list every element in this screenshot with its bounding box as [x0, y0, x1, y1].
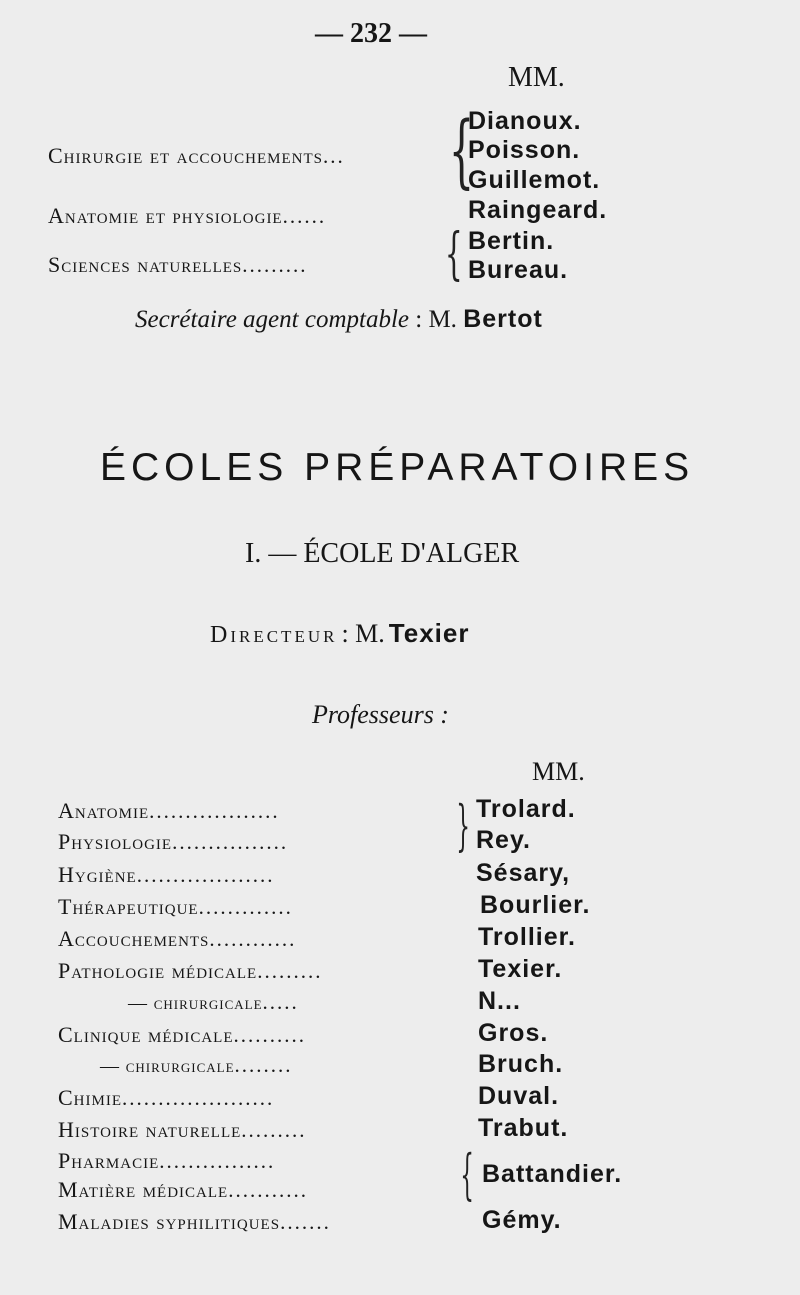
professor-name: Dianoux.: [468, 107, 582, 135]
subject-label: Maladies syphilitiques.......: [58, 1209, 331, 1234]
professor-name: Texier.: [478, 955, 563, 983]
director-line: Directeur : M. Texier: [210, 618, 470, 648]
subject-label: — chirurgicale........: [100, 1053, 293, 1077]
professor-name: Gros.: [478, 1019, 549, 1047]
subject-label: Pathologie médicale.........: [58, 958, 323, 983]
professor-name: Duval.: [478, 1082, 560, 1110]
subject-label: Chirurgie et accouchements...: [48, 143, 345, 168]
professor-name: Gémy.: [482, 1206, 562, 1234]
subject-label: Thérapeutique.............: [58, 894, 293, 919]
subject-label: Chimie.....................: [58, 1085, 275, 1110]
secretary-line: Secrétaire agent comptable : M. Bertot: [135, 305, 543, 333]
subject-label: Matière médicale...........: [58, 1177, 308, 1202]
brace: {: [460, 1143, 475, 1206]
page-number: — 232 —: [315, 18, 427, 49]
subject-label: Clinique médicale..........: [58, 1022, 306, 1047]
professor-name: Bruch.: [478, 1050, 564, 1078]
subject-label: Hygiène...................: [58, 862, 275, 887]
professor-name: Trollier.: [478, 923, 576, 951]
professor-name: Guillemot.: [468, 166, 601, 194]
subject-label: Accouchements............: [58, 926, 297, 951]
school-title: I. — ÉCOLE D'ALGER: [245, 538, 520, 569]
mm-header: MM.: [532, 757, 585, 786]
mm-header: MM.: [508, 62, 565, 93]
professor-name: N...: [478, 987, 521, 1015]
professor-name: Bertin.: [468, 227, 555, 255]
professor-name: Poisson.: [468, 136, 581, 164]
subject-label: Pharmacie................: [58, 1148, 276, 1173]
subject-label: Physiologie................: [58, 829, 289, 854]
professor-name: Trabut.: [478, 1114, 569, 1142]
professor-name: Bourlier.: [480, 891, 591, 919]
professor-name: Battandier.: [482, 1160, 623, 1188]
brace: {: [448, 104, 475, 197]
subject-label: Sciences naturelles.........: [48, 252, 308, 277]
professor-name: Sésary,: [476, 859, 571, 887]
brace: }: [456, 794, 471, 857]
professor-name: Bureau.: [468, 256, 569, 284]
subject-label: Anatomie et physiologie......: [48, 203, 327, 228]
section-heading: ÉCOLES PRÉPARATOIRES: [100, 446, 695, 489]
subject-label: Histoire naturelle.........: [58, 1117, 307, 1142]
subject-label: — chirurgicale.....: [128, 990, 299, 1014]
professor-name: Raingeard.: [468, 196, 608, 224]
professor-name: Rey.: [476, 826, 531, 854]
brace: {: [444, 222, 463, 287]
subject-label: Anatomie..................: [58, 798, 280, 823]
professors-label: Professeurs :: [312, 700, 449, 729]
professor-name: Trolard.: [476, 795, 576, 823]
